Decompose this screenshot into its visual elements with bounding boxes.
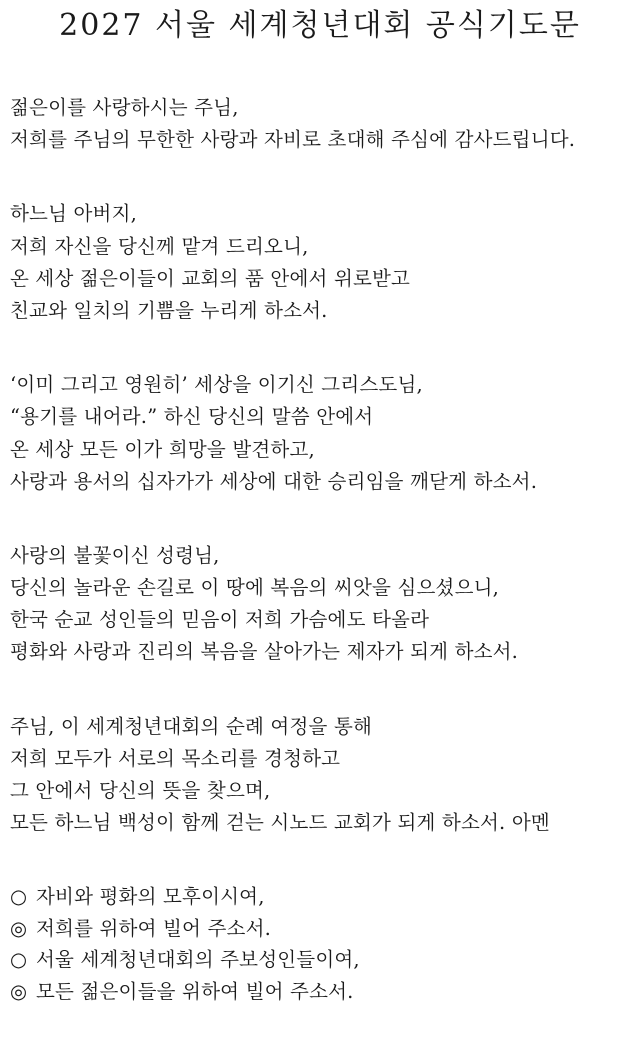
prayer-line: 친교와 일치의 기쁨을 누리게 하소서. (10, 298, 328, 322)
refrain-line-response (10, 913, 635, 945)
prayer-line: 그 안에서 당신의 뜻을 찾으며, (10, 779, 271, 802)
prayer-line: 사랑과 용서의 십자가가 세상에 대한 승리임을 깨닫게 하소서. (10, 469, 538, 493)
prayer-line: 평화와 사랑과 진리의 복음을 살아가는 제자가 되게 하소서. (10, 640, 519, 664)
refrain-text: 저희를 위하여 빌어 주소서. (36, 916, 272, 940)
prayer-line: 저희 자신을 당신께 맡겨 드리오니, (10, 234, 309, 258)
stanza-5 (10, 711, 635, 840)
stanza-4 (10, 540, 635, 669)
refrain-line-response (10, 976, 635, 1008)
double-circle-bullet-icon: ◎ (10, 916, 28, 940)
prayer-line: 사랑의 불꽃이신 성령님, (10, 543, 220, 567)
prayer-line: ‘이미 그리고 영원히’ 세상을 이기신 그리스도님, (10, 373, 423, 397)
prayer-body (10, 92, 635, 1049)
prayer-line: “용기를 내어라.” 하신 당신의 말씀 안에서 (10, 405, 374, 429)
prayer-line: 저희를 주님의 무한한 사랑과 자비로 초대해 주심에 감사드립니다. (10, 128, 576, 152)
stanza-2 (10, 198, 635, 327)
prayer-line: 하느님 아버지, (10, 202, 138, 226)
stanza-3 (10, 369, 635, 498)
refrain-text: 서울 세계청년대회의 주보성인들이여, (36, 948, 360, 972)
prayer-line: 당신의 놀라운 손길로 이 땅에 복음의 씨앗을 심으셨으니, (10, 576, 500, 600)
refrain-text: 자비와 평화의 모후이시여, (36, 885, 265, 909)
prayer-line: 모든 하느님 백성이 함께 걷는 시노드 교회가 되게 하소서. 아멘 (10, 811, 550, 835)
refrain-line-leader (10, 944, 635, 976)
refrain-line-leader (10, 881, 635, 913)
prayer-line: 젊은이를 사랑하시는 주님, (10, 96, 239, 119)
prayer-line: 온 세상 모든 이가 희망을 발견하고, (10, 437, 315, 461)
circle-bullet-icon: ○ (10, 885, 28, 909)
stanza-1 (10, 92, 635, 156)
double-circle-bullet-icon: ◎ (10, 979, 28, 1003)
refrain (10, 881, 635, 1007)
prayer-line: 한국 순교 성인들의 믿음이 저희 가슴에도 타올라 (10, 608, 430, 632)
prayer-line: 주님, 이 세계청년대회의 순례 여정을 통해 (10, 714, 373, 738)
circle-bullet-icon: ○ (10, 948, 28, 972)
prayer-line: 온 세상 젊은이들이 교회의 품 안에서 위로받고 (10, 266, 411, 290)
prayer-line: 저희 모두가 서로의 목소리를 경청하고 (10, 746, 341, 770)
refrain-text: 모든 젊은이들을 위하여 빌어 주소서. (36, 979, 354, 1003)
page-title: 2027 서울 세계청년대회 공식기도문 (59, 8, 581, 43)
